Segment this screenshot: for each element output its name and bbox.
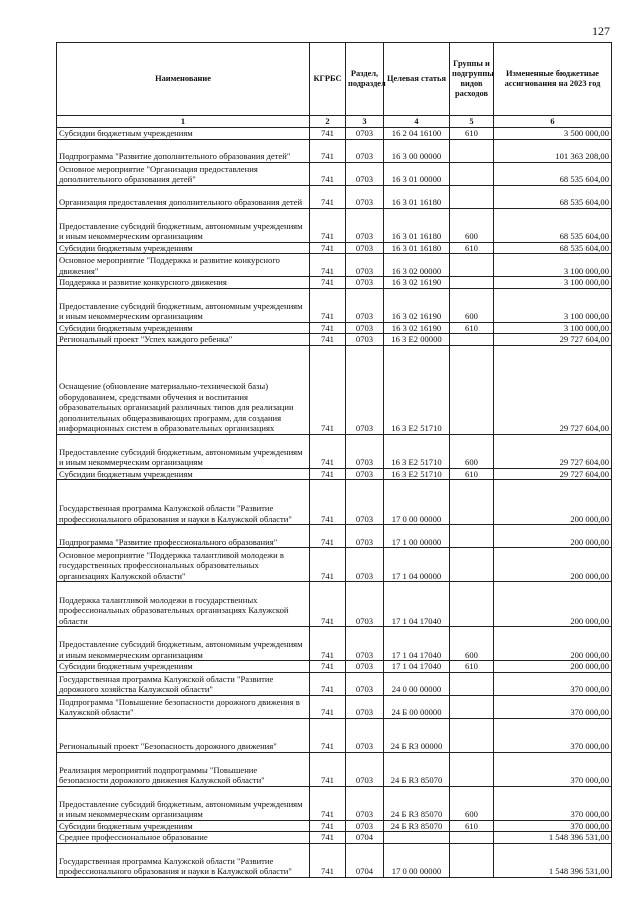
table-cell-section: 0703 (346, 786, 384, 820)
table-cell-amount: 29 727 604,00 (494, 434, 612, 468)
table-cell-target: 24 0 00 00000 (384, 672, 450, 695)
table-cell-kgrbs: 741 (310, 718, 346, 752)
table-cell-name: Субсидии бюджетным учреждениям (57, 242, 310, 254)
table-cell-section: 0703 (346, 254, 384, 277)
table-cell-target: 24 Б R3 85070 (384, 820, 450, 832)
table-cell-section: 0703 (346, 288, 384, 322)
table-cell-group (450, 582, 494, 627)
header-kgrbs: КГРБС (310, 43, 346, 116)
table-cell-section: 0703 (346, 322, 384, 334)
table-cell-group (450, 718, 494, 752)
table-cell-section: 0703 (346, 752, 384, 786)
table-cell-amount: 29 727 604,00 (494, 334, 612, 346)
table-cell-name: Предоставление субсидий бюджетным, автономным учреждениям и иным некоммерческим организациям (57, 288, 310, 322)
table-cell-name: Государственная программа Калужской области "Развитие профессионального образования и науки в Калужской области" (57, 843, 310, 877)
table-cell-target: 16 3 01 16180 (384, 208, 450, 242)
table-cell-group (450, 548, 494, 582)
table-cell-group (450, 525, 494, 548)
table-cell-kgrbs: 741 (310, 288, 346, 322)
column-number-row (57, 116, 612, 128)
table-cell-kgrbs: 741 (310, 242, 346, 254)
header-target: Целевая статья (384, 43, 450, 116)
table-cell-group: 600 (450, 434, 494, 468)
table-cell-amount: 68 535 604,00 (494, 162, 612, 185)
table-cell-name: Субсидии бюджетным учреждениям (57, 820, 310, 832)
table-cell-amount: 68 535 604,00 (494, 242, 612, 254)
table-cell-kgrbs: 741 (310, 582, 346, 627)
table-cell-section: 0703 (346, 139, 384, 162)
table-cell-group (450, 277, 494, 289)
table-cell-target: 16 3 E2 51710 (384, 468, 450, 480)
table-cell-amount: 29 727 604,00 (494, 468, 612, 480)
table-cell-section: 0703 (346, 162, 384, 185)
table-cell-amount: 68 535 604,00 (494, 208, 612, 242)
table-cell-section: 0703 (346, 208, 384, 242)
table-cell-kgrbs: 741 (310, 208, 346, 242)
table-cell-kgrbs: 741 (310, 820, 346, 832)
table-cell-name: Основное мероприятие "Поддержка и развитие конкурсного движения" (57, 254, 310, 277)
table-cell-amount: 370 000,00 (494, 695, 612, 718)
table-cell-amount: 101 363 208,00 (494, 139, 612, 162)
header-groups: Группы и подгруппы видов расходов (450, 43, 494, 116)
table-cell-group: 600 (450, 208, 494, 242)
header-amount: Измененные бюджетные ассигнования на 2023 год (494, 43, 612, 116)
column-number: 2 (310, 116, 346, 128)
table-cell-section: 0703 (346, 480, 384, 525)
table-cell-target: 17 1 04 17040 (384, 627, 450, 661)
table-cell-amount: 3 500 000,00 (494, 128, 612, 140)
table-cell-section: 0703 (346, 185, 384, 208)
table-cell-name: Государственная программа Калужской области "Развитие дорожного хозяйства Калужской области" (57, 672, 310, 695)
table-cell-section: 0703 (346, 128, 384, 140)
table-cell-section: 0703 (346, 627, 384, 661)
table-row (57, 752, 612, 786)
table-cell-kgrbs: 741 (310, 139, 346, 162)
table-cell-name: Предоставление субсидий бюджетным, автономным учреждениям и иным некоммерческим организациям (57, 786, 310, 820)
table-cell-target: 16 3 E2 51710 (384, 434, 450, 468)
table-cell-name: Предоставление субсидий бюджетным, автономным учреждениям и иным некоммерческим организациям (57, 208, 310, 242)
table-cell-amount: 370 000,00 (494, 752, 612, 786)
table-cell-kgrbs: 741 (310, 185, 346, 208)
table-row (57, 162, 612, 185)
table-cell-amount: 200 000,00 (494, 582, 612, 627)
table-cell-amount: 200 000,00 (494, 548, 612, 582)
table-cell-group (450, 254, 494, 277)
table-row (57, 582, 612, 627)
table-row (57, 480, 612, 525)
table-cell-name: Поддержка и развитие конкурсного движения (57, 277, 310, 289)
table-row (57, 672, 612, 695)
table-cell-section: 0703 (346, 695, 384, 718)
table-cell-name: Региональный проект "Безопасность дорожного движения" (57, 718, 310, 752)
table-cell-section: 0703 (346, 242, 384, 254)
table-cell-section: 0703 (346, 672, 384, 695)
table-cell-amount: 200 000,00 (494, 480, 612, 525)
table-cell-kgrbs: 741 (310, 525, 346, 548)
table-row (57, 139, 612, 162)
table-row (57, 288, 612, 322)
table-cell-target: 24 Б R3 85070 (384, 786, 450, 820)
table-cell-section: 0703 (346, 345, 384, 434)
table-row (57, 843, 612, 877)
table-cell-target: 17 1 04 17040 (384, 661, 450, 673)
table-cell-amount: 3 100 000,00 (494, 277, 612, 289)
table-cell-kgrbs: 741 (310, 752, 346, 786)
table-cell-amount: 3 100 000,00 (494, 288, 612, 322)
table-cell-section: 0703 (346, 548, 384, 582)
table-cell-amount: 370 000,00 (494, 820, 612, 832)
table-cell-target: 16 3 01 16180 (384, 185, 450, 208)
table-cell-kgrbs: 741 (310, 786, 346, 820)
table-cell-group (450, 139, 494, 162)
table-cell-name: Подпрограмма "Повышение безопасности дорожного движения в Калужской области" (57, 695, 310, 718)
table-cell-group: 600 (450, 288, 494, 322)
table-cell-name: Поддержка талантливой молодежи в государственных профессиональных образовательных организациях Калужской области (57, 582, 310, 627)
table-cell-kgrbs: 741 (310, 672, 346, 695)
header-section: Раздел, подраздел (346, 43, 384, 116)
table-cell-group (450, 672, 494, 695)
table-cell-group: 610 (450, 128, 494, 140)
table-cell-group (450, 334, 494, 346)
table-cell-target: 16 3 01 16180 (384, 242, 450, 254)
table-cell-name: Государственная программа Калужской области "Развитие профессионального образования и науки в Калужской области" (57, 480, 310, 525)
table-cell-target: 16 3 02 00000 (384, 254, 450, 277)
table-cell-target: 16 3 02 16190 (384, 288, 450, 322)
table-cell-group: 610 (450, 661, 494, 673)
table-cell-group: 600 (450, 786, 494, 820)
table-cell-group: 610 (450, 468, 494, 480)
table-cell-kgrbs: 741 (310, 254, 346, 277)
table-cell-amount: 200 000,00 (494, 661, 612, 673)
table-row (57, 242, 612, 254)
table-row (57, 786, 612, 820)
table-cell-kgrbs: 741 (310, 843, 346, 877)
table-cell-kgrbs: 741 (310, 128, 346, 140)
table-cell-target: 17 1 04 00000 (384, 548, 450, 582)
table-cell-name: Субсидии бюджетным учреждениям (57, 661, 310, 673)
table-cell-group (450, 832, 494, 844)
table-cell-group: 610 (450, 322, 494, 334)
column-number: 6 (494, 116, 612, 128)
table-cell-amount: 370 000,00 (494, 718, 612, 752)
table-cell-target: 17 1 04 17040 (384, 582, 450, 627)
table-cell-section: 0703 (346, 820, 384, 832)
column-number: 5 (450, 116, 494, 128)
table-cell-amount: 1 548 396 531,00 (494, 832, 612, 844)
table-cell-kgrbs: 741 (310, 345, 346, 434)
table-cell-kgrbs: 741 (310, 322, 346, 334)
table-cell-group: 610 (450, 242, 494, 254)
table-cell-name: Основное мероприятие "Организация предоставления дополнительного образования детей" (57, 162, 310, 185)
table-cell-group (450, 843, 494, 877)
table-cell-amount: 370 000,00 (494, 786, 612, 820)
table-cell-section: 0703 (346, 434, 384, 468)
table-cell-kgrbs: 741 (310, 627, 346, 661)
table-cell-name: Подпрограмма "Развитие дополнительного образования детей" (57, 139, 310, 162)
table-cell-target: 16 3 00 00000 (384, 139, 450, 162)
table-cell-group (450, 162, 494, 185)
table-cell-target: 16 3 02 16190 (384, 277, 450, 289)
budget-table (56, 42, 612, 878)
table-row (57, 661, 612, 673)
table-cell-kgrbs: 741 (310, 832, 346, 844)
table-cell-section: 0703 (346, 468, 384, 480)
table-cell-section: 0703 (346, 582, 384, 627)
table-row (57, 695, 612, 718)
table-cell-section: 0703 (346, 661, 384, 673)
page-number: 127 (592, 24, 610, 38)
table-cell-name: Основное мероприятие "Поддержка талантливой молодежи в государственных профессиональных образовательных организациях Калужской области" (57, 548, 310, 582)
table-cell-target: 16 3 E2 00000 (384, 334, 450, 346)
table-cell-target: 24 Б R3 00000 (384, 718, 450, 752)
table-cell-amount: 68 535 604,00 (494, 185, 612, 208)
table-cell-section: 0704 (346, 843, 384, 877)
table-cell-name: Предоставление субсидий бюджетным, автономным учреждениям и иным некоммерческим организациям (57, 627, 310, 661)
table-cell-section: 0703 (346, 277, 384, 289)
table-cell-kgrbs: 741 (310, 434, 346, 468)
table-cell-name: Среднее профессиональное образование (57, 832, 310, 844)
table-cell-kgrbs: 741 (310, 661, 346, 673)
table-cell-group (450, 480, 494, 525)
table-row (57, 322, 612, 334)
table-cell-target: 17 0 00 00000 (384, 843, 450, 877)
table-cell-target: 16 2 04 16100 (384, 128, 450, 140)
table-cell-target: 16 3 01 00000 (384, 162, 450, 185)
table-cell-section: 0703 (346, 525, 384, 548)
table-row (57, 208, 612, 242)
table-cell-kgrbs: 741 (310, 277, 346, 289)
table-cell-name: Субсидии бюджетным учреждениям (57, 468, 310, 480)
table-cell-name: Субсидии бюджетным учреждениям (57, 322, 310, 334)
table-cell-kgrbs: 741 (310, 468, 346, 480)
table-cell-amount: 200 000,00 (494, 525, 612, 548)
table-cell-amount: 200 000,00 (494, 627, 612, 661)
table-cell-kgrbs: 741 (310, 162, 346, 185)
table-cell-amount: 370 000,00 (494, 672, 612, 695)
table-row (57, 434, 612, 468)
table-cell-target: 24 Б 00 00000 (384, 695, 450, 718)
table-row (57, 627, 612, 661)
table-cell-group: 600 (450, 627, 494, 661)
table-cell-amount: 3 100 000,00 (494, 322, 612, 334)
column-number: 4 (384, 116, 450, 128)
header-name: Наименование (57, 43, 310, 116)
table-cell-target: 16 3 E2 51710 (384, 345, 450, 434)
table-cell-group (450, 345, 494, 434)
table-row (57, 128, 612, 140)
table-cell-section: 0704 (346, 832, 384, 844)
table-cell-group (450, 185, 494, 208)
table-row (57, 548, 612, 582)
table-cell-amount: 1 548 396 531,00 (494, 843, 612, 877)
table-cell-name: Подпрограмма "Развитие профессионального образования" (57, 525, 310, 548)
table-cell-name: Предоставление субсидий бюджетным, автономным учреждениям и иным некоммерческим организациям (57, 434, 310, 468)
table-cell-group (450, 695, 494, 718)
table-cell-group (450, 752, 494, 786)
table-cell-name: Субсидии бюджетным учреждениям (57, 128, 310, 140)
table-row (57, 820, 612, 832)
table-cell-name: Региональный проект "Успех каждого ребенка" (57, 334, 310, 346)
table-row (57, 468, 612, 480)
table-cell-name: Реализация мероприятий подпрограммы "Повышение безопасности дорожного движения Калужской области" (57, 752, 310, 786)
table-row (57, 254, 612, 277)
table-cell-target: 24 Б R3 85070 (384, 752, 450, 786)
table-cell-amount: 29 727 604,00 (494, 345, 612, 434)
column-number: 3 (346, 116, 384, 128)
table-cell-kgrbs: 741 (310, 548, 346, 582)
table-cell-amount: 3 100 000,00 (494, 254, 612, 277)
table-cell-name: Оснащение (обновление материально-технической базы) оборудованием, средствами обучения и воспитания образовательных организаций различных типов для реализации дополнительных общеразвивающих программ, для создания информационных систем в образовательных организациях (57, 345, 310, 434)
table-row (57, 832, 612, 844)
table-row (57, 525, 612, 548)
table-cell-name: Организация предоставления дополнительного образования детей (57, 185, 310, 208)
column-number: 1 (57, 116, 310, 128)
table-row (57, 345, 612, 434)
table-row (57, 718, 612, 752)
header-row (57, 43, 612, 116)
table-cell-target (384, 832, 450, 844)
table-row (57, 334, 612, 346)
table-row (57, 185, 612, 208)
table-cell-kgrbs: 741 (310, 480, 346, 525)
table-cell-target: 16 3 02 16190 (384, 322, 450, 334)
table-cell-target: 17 0 00 00000 (384, 480, 450, 525)
table-cell-kgrbs: 741 (310, 334, 346, 346)
table-cell-kgrbs: 741 (310, 695, 346, 718)
table-cell-group: 610 (450, 820, 494, 832)
table-row (57, 277, 612, 289)
table-cell-target: 17 1 00 00000 (384, 525, 450, 548)
table-cell-section: 0703 (346, 718, 384, 752)
table-cell-section: 0703 (346, 334, 384, 346)
